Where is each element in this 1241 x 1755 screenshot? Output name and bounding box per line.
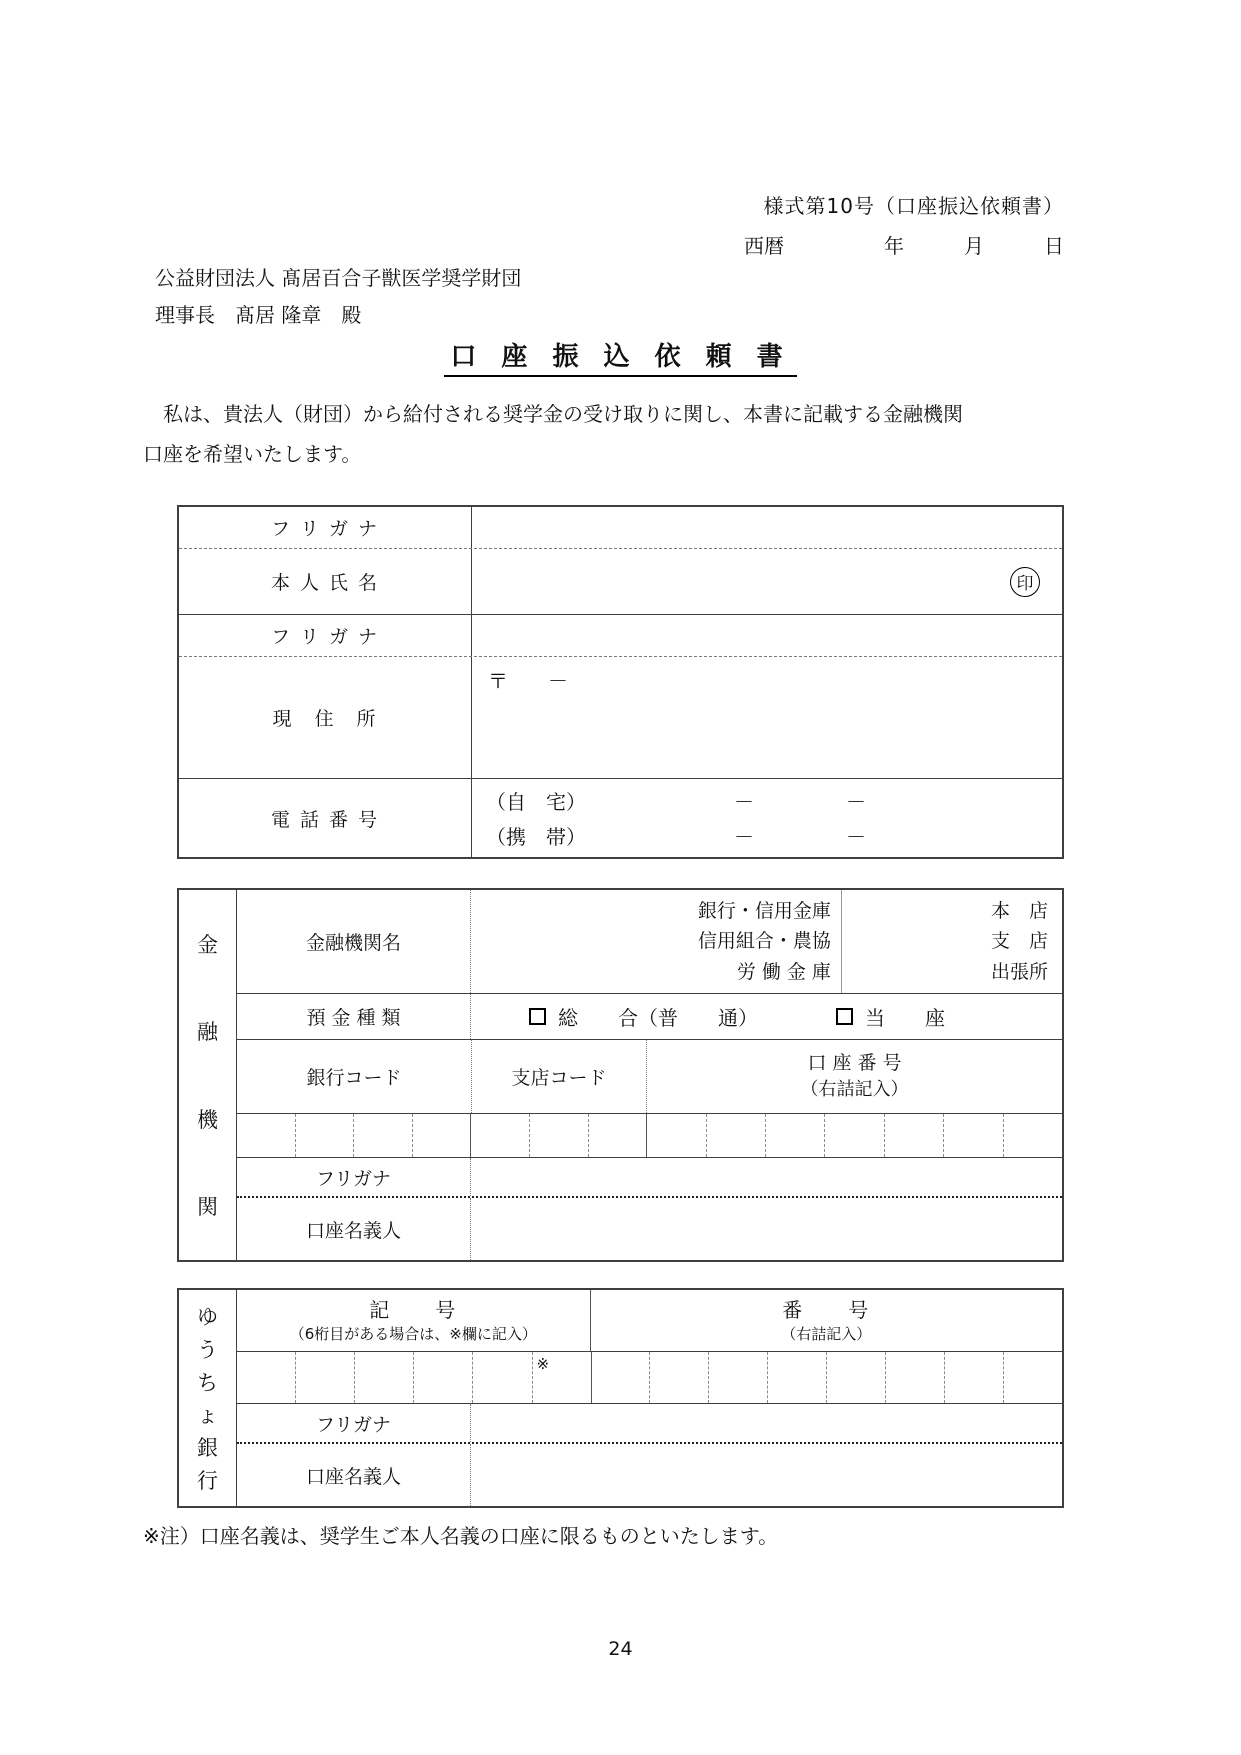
branch-code-cells[interactable] xyxy=(470,1114,646,1157)
table-row xyxy=(179,657,1062,779)
digit-cell[interactable] xyxy=(647,1114,705,1157)
digit-cell[interactable] xyxy=(353,1114,412,1157)
deposit-current-checkbox[interactable] xyxy=(836,1008,853,1025)
bank-holder-field[interactable] xyxy=(471,1198,1062,1260)
name-field[interactable] xyxy=(472,549,1062,614)
intro-line-1: 私は、貴法人（財団）から給付される奨学金の受け取りに関し、本書に記載する金融機関 xyxy=(143,402,963,426)
phone-field[interactable] xyxy=(472,779,1062,857)
page-number: 24 xyxy=(608,1638,633,1660)
bank-holder-label: 口座名義人 xyxy=(237,1198,471,1260)
asterisk-mark: ※ xyxy=(536,1355,550,1373)
furigana-field[interactable] xyxy=(472,507,1062,548)
institution-type-options: 銀行・信用金庫 信用組合・農協 労 働 金 庫 xyxy=(471,890,842,993)
digit-cell[interactable] xyxy=(354,1352,413,1403)
furigana2-label: フ リ ガ ナ xyxy=(179,615,472,656)
table-row xyxy=(237,1404,1062,1444)
table-row xyxy=(179,507,1062,549)
table-row xyxy=(237,1158,1062,1198)
table-row xyxy=(237,1198,1062,1260)
table-row xyxy=(179,549,1062,615)
phone-mobile-line: （携 帯） － － xyxy=(486,825,866,849)
digit-cell[interactable] xyxy=(944,1352,1003,1403)
deposit-type-label: 預 金 種 類 xyxy=(237,994,471,1039)
bank-table-side-label: 金 融 機 関 xyxy=(179,890,237,1260)
digit-cell[interactable] xyxy=(471,1114,529,1157)
phone-label: 電 話 番 号 xyxy=(179,779,472,857)
digit-cell[interactable] xyxy=(824,1114,883,1157)
digit-cell[interactable] xyxy=(237,1114,295,1157)
table-row xyxy=(237,994,1062,1040)
name-label: 本 人 氏 名 xyxy=(179,549,472,614)
digit-cell[interactable] xyxy=(412,1114,471,1157)
institution-name-label: 金融機関名 xyxy=(237,890,471,993)
table-row xyxy=(179,779,1062,857)
seal-mark: 印 xyxy=(1010,567,1040,597)
digit-cell[interactable] xyxy=(708,1352,767,1403)
digit-cell[interactable] xyxy=(1003,1352,1062,1403)
symbol-extra-cell[interactable] xyxy=(532,1352,591,1403)
digit-cell[interactable] xyxy=(649,1352,708,1403)
digit-cell[interactable] xyxy=(413,1352,472,1403)
deposit-ordinary-label: 総 合（普 通） xyxy=(558,1006,758,1030)
deposit-ordinary-checkbox[interactable] xyxy=(529,1008,546,1025)
intro-line-2: 口座を希望いたします。 xyxy=(143,442,362,466)
digit-cell[interactable] xyxy=(529,1114,588,1157)
digit-cell[interactable] xyxy=(706,1114,765,1157)
digit-cell[interactable] xyxy=(472,1352,531,1403)
yucho-table xyxy=(177,1288,1064,1508)
table-row xyxy=(237,1352,1062,1404)
number-header: 番 号 （右詰記入） xyxy=(781,1298,872,1343)
digit-cell[interactable] xyxy=(237,1352,295,1403)
table-row xyxy=(237,890,1062,994)
bank-code-label: 銀行コード xyxy=(306,1067,402,1089)
yucho-holder-label: 口座名義人 xyxy=(237,1444,471,1506)
bank-furigana-field[interactable] xyxy=(471,1158,1062,1196)
digit-cell[interactable] xyxy=(295,1114,354,1157)
digit-cell[interactable] xyxy=(295,1352,354,1403)
digit-cell[interactable] xyxy=(1003,1114,1062,1157)
digit-cell[interactable] xyxy=(592,1352,650,1403)
digit-cell[interactable] xyxy=(943,1114,1002,1157)
table-row xyxy=(179,615,1062,657)
digit-cell[interactable] xyxy=(588,1114,647,1157)
number-cells[interactable] xyxy=(591,1352,1063,1403)
deposit-type-options xyxy=(471,994,1062,1039)
yucho-table-side-label: ゆ う ち ょ 銀 行 xyxy=(179,1290,237,1506)
digit-cell[interactable] xyxy=(767,1352,826,1403)
addressee-line: 理事長 髙居 隆章 殿 xyxy=(155,303,362,327)
digit-cell[interactable] xyxy=(826,1352,885,1403)
date-line: 西暦 年 月 日 xyxy=(744,234,1064,258)
postal-code-line: 〒 － xyxy=(488,669,568,693)
table-row xyxy=(237,1040,1062,1114)
bank-furigana-label: フリガナ xyxy=(237,1158,471,1196)
account-number-label: 口 座 番 号 （右詰記入） xyxy=(800,1051,909,1101)
furigana-label: フ リ ガ ナ xyxy=(179,507,472,548)
deposit-current-label: 当 座 xyxy=(865,1006,945,1030)
document-title: 口 座 振 込 依 頼 書 xyxy=(0,336,1241,373)
digit-cell[interactable] xyxy=(765,1114,824,1157)
symbol-header: 記 号 （6桁目がある場合は、※欄に記入） xyxy=(237,1290,591,1351)
table-row xyxy=(237,1290,1062,1352)
table-row xyxy=(237,1114,1062,1158)
bank-code-cells[interactable] xyxy=(237,1114,470,1157)
branch-type-options: 本 店 支 店 出張所 xyxy=(990,899,1048,983)
symbol-cells[interactable] xyxy=(237,1352,532,1403)
branch-code-label: 支店コード xyxy=(471,1040,647,1113)
yucho-furigana-field[interactable] xyxy=(471,1404,1062,1442)
address-field[interactable] xyxy=(472,657,1062,778)
digit-cell[interactable] xyxy=(885,1352,944,1403)
intro-paragraph xyxy=(143,394,1088,474)
yucho-holder-field[interactable] xyxy=(471,1444,1062,1506)
organization-name: 公益財団法人 髙居百合子獣医学奨学財団 xyxy=(155,266,522,290)
footnote: ※注）口座名義は、奨学生ご本人名義の口座に限るものといたします。 xyxy=(143,1524,779,1548)
phone-home-line: （自 宅） － － xyxy=(486,790,866,814)
address-furigana-field[interactable] xyxy=(472,615,1062,656)
digit-cell[interactable] xyxy=(884,1114,943,1157)
bank-table xyxy=(177,888,1064,1262)
address-label: 現 住 所 xyxy=(179,657,472,778)
account-number-cells[interactable] xyxy=(646,1114,1062,1157)
form-number: 様式第10号（口座振込依頼書） xyxy=(763,194,1064,218)
personal-info-table xyxy=(177,505,1064,859)
table-row xyxy=(237,1444,1062,1506)
yucho-furigana-label: フリガナ xyxy=(237,1404,471,1442)
